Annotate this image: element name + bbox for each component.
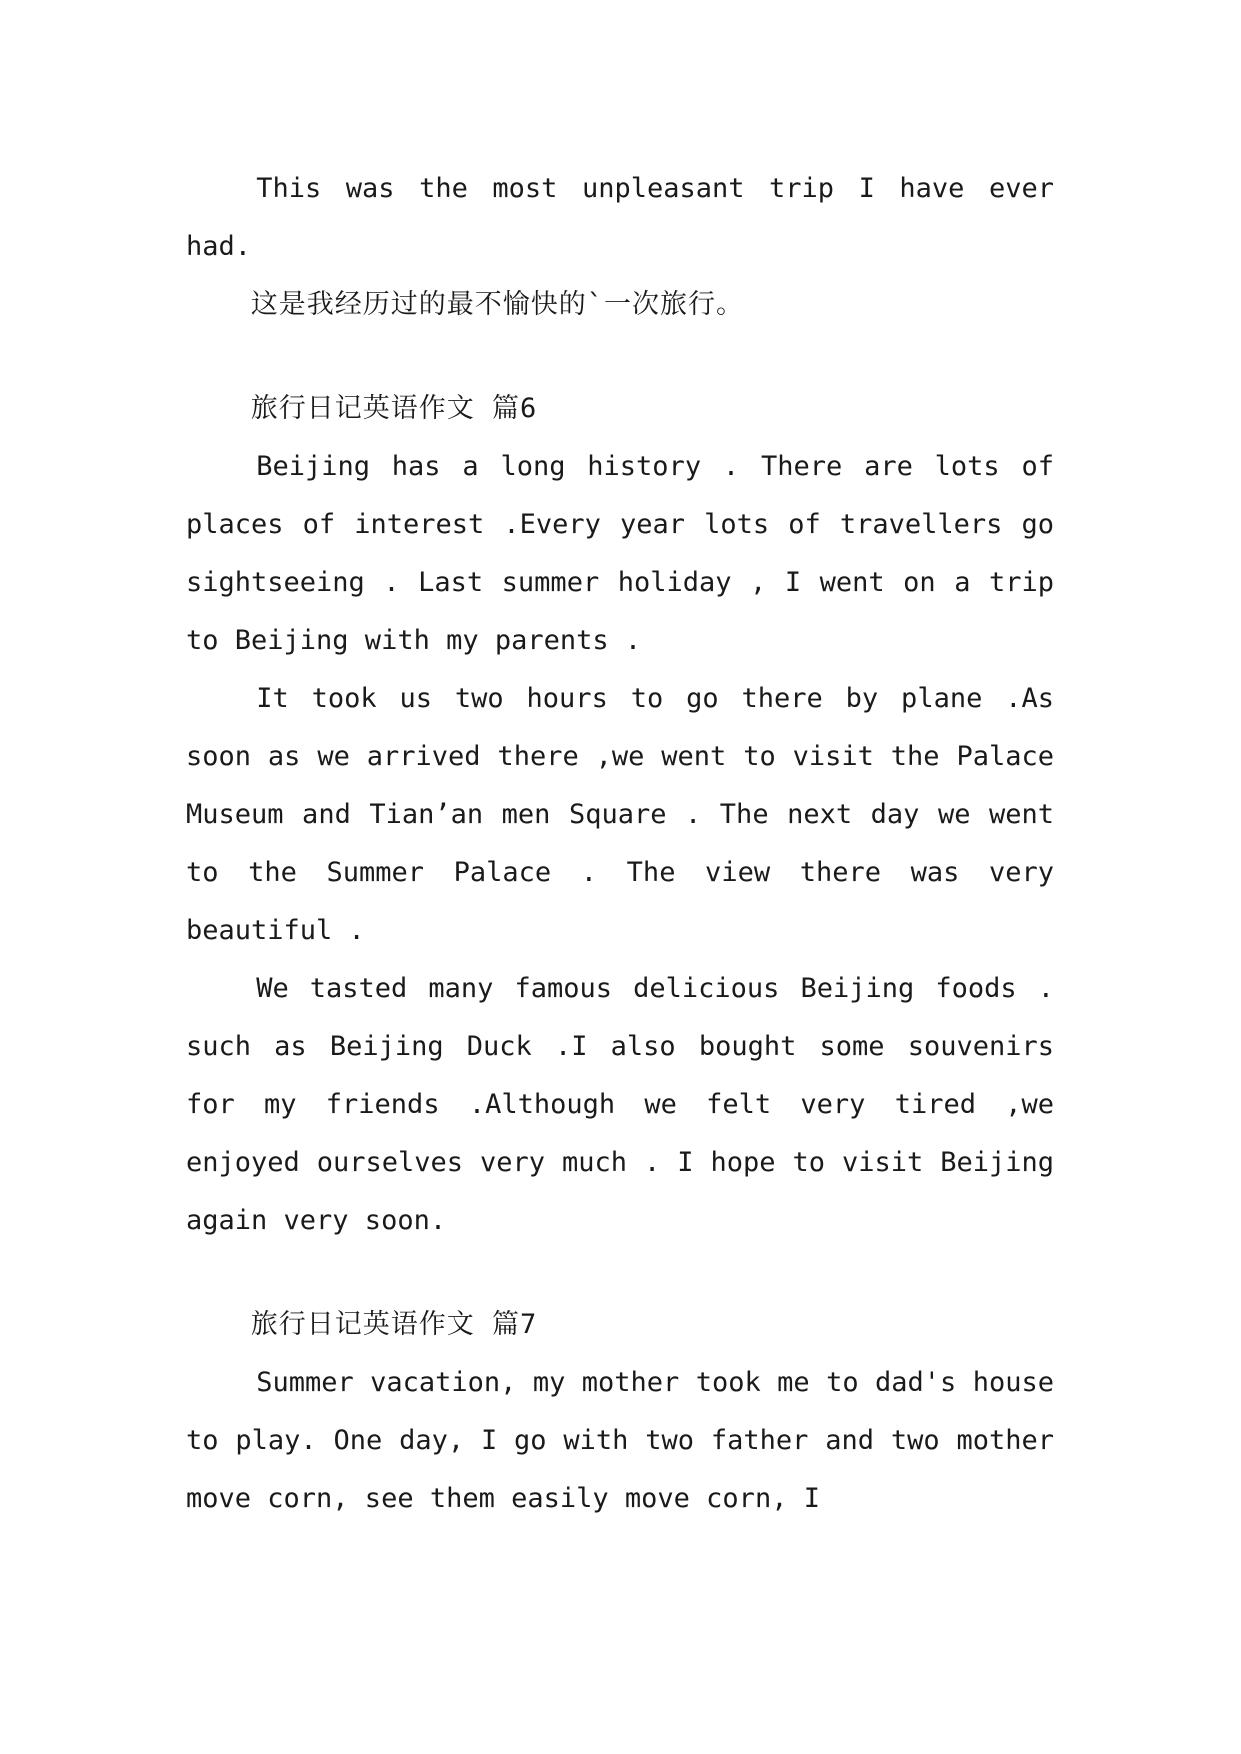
section-heading-7: 旅行日记英语作文 篇7 — [250, 1309, 538, 1340]
paragraph-beijing-trip: It took us two hours to go there by plane .As soon as we arrived there ,we went to visit the Palace Museum and Tian’an men Square . The next day we went to the Summer Palace . The view there was very beautiful . — [186, 683, 1054, 946]
paragraph-summer-vacation: Summer vacation, my mother took me to dad's house to play. One day, I go with two father and two mother move corn, see them easily move corn, I — [186, 1367, 1054, 1514]
paragraph-beijing-foods: We tasted many famous delicious Beijing foods . such as Beijing Duck .I also bought some souvenirs for my friends .Although we felt very tired ,we enjoyed ourselves very much . I hope to visit Beijing again very soon. — [186, 973, 1054, 1236]
paragraph-chinese-translation: 这是我经历过的最不愉快的`一次旅行。 — [250, 289, 745, 320]
paragraph-unpleasant-trip: This was the most unpleasant trip I have ever had. — [186, 173, 1054, 262]
section-heading-6: 旅行日记英语作文 篇6 — [250, 393, 538, 424]
document-body — [186, 160, 1054, 1528]
paragraph-beijing-history: Beijing has a long history . There are lots of places of interest .Every year lots of travellers go sightseeing . Last summer holiday , I went on a trip to Beijing with my parents . — [186, 451, 1054, 656]
